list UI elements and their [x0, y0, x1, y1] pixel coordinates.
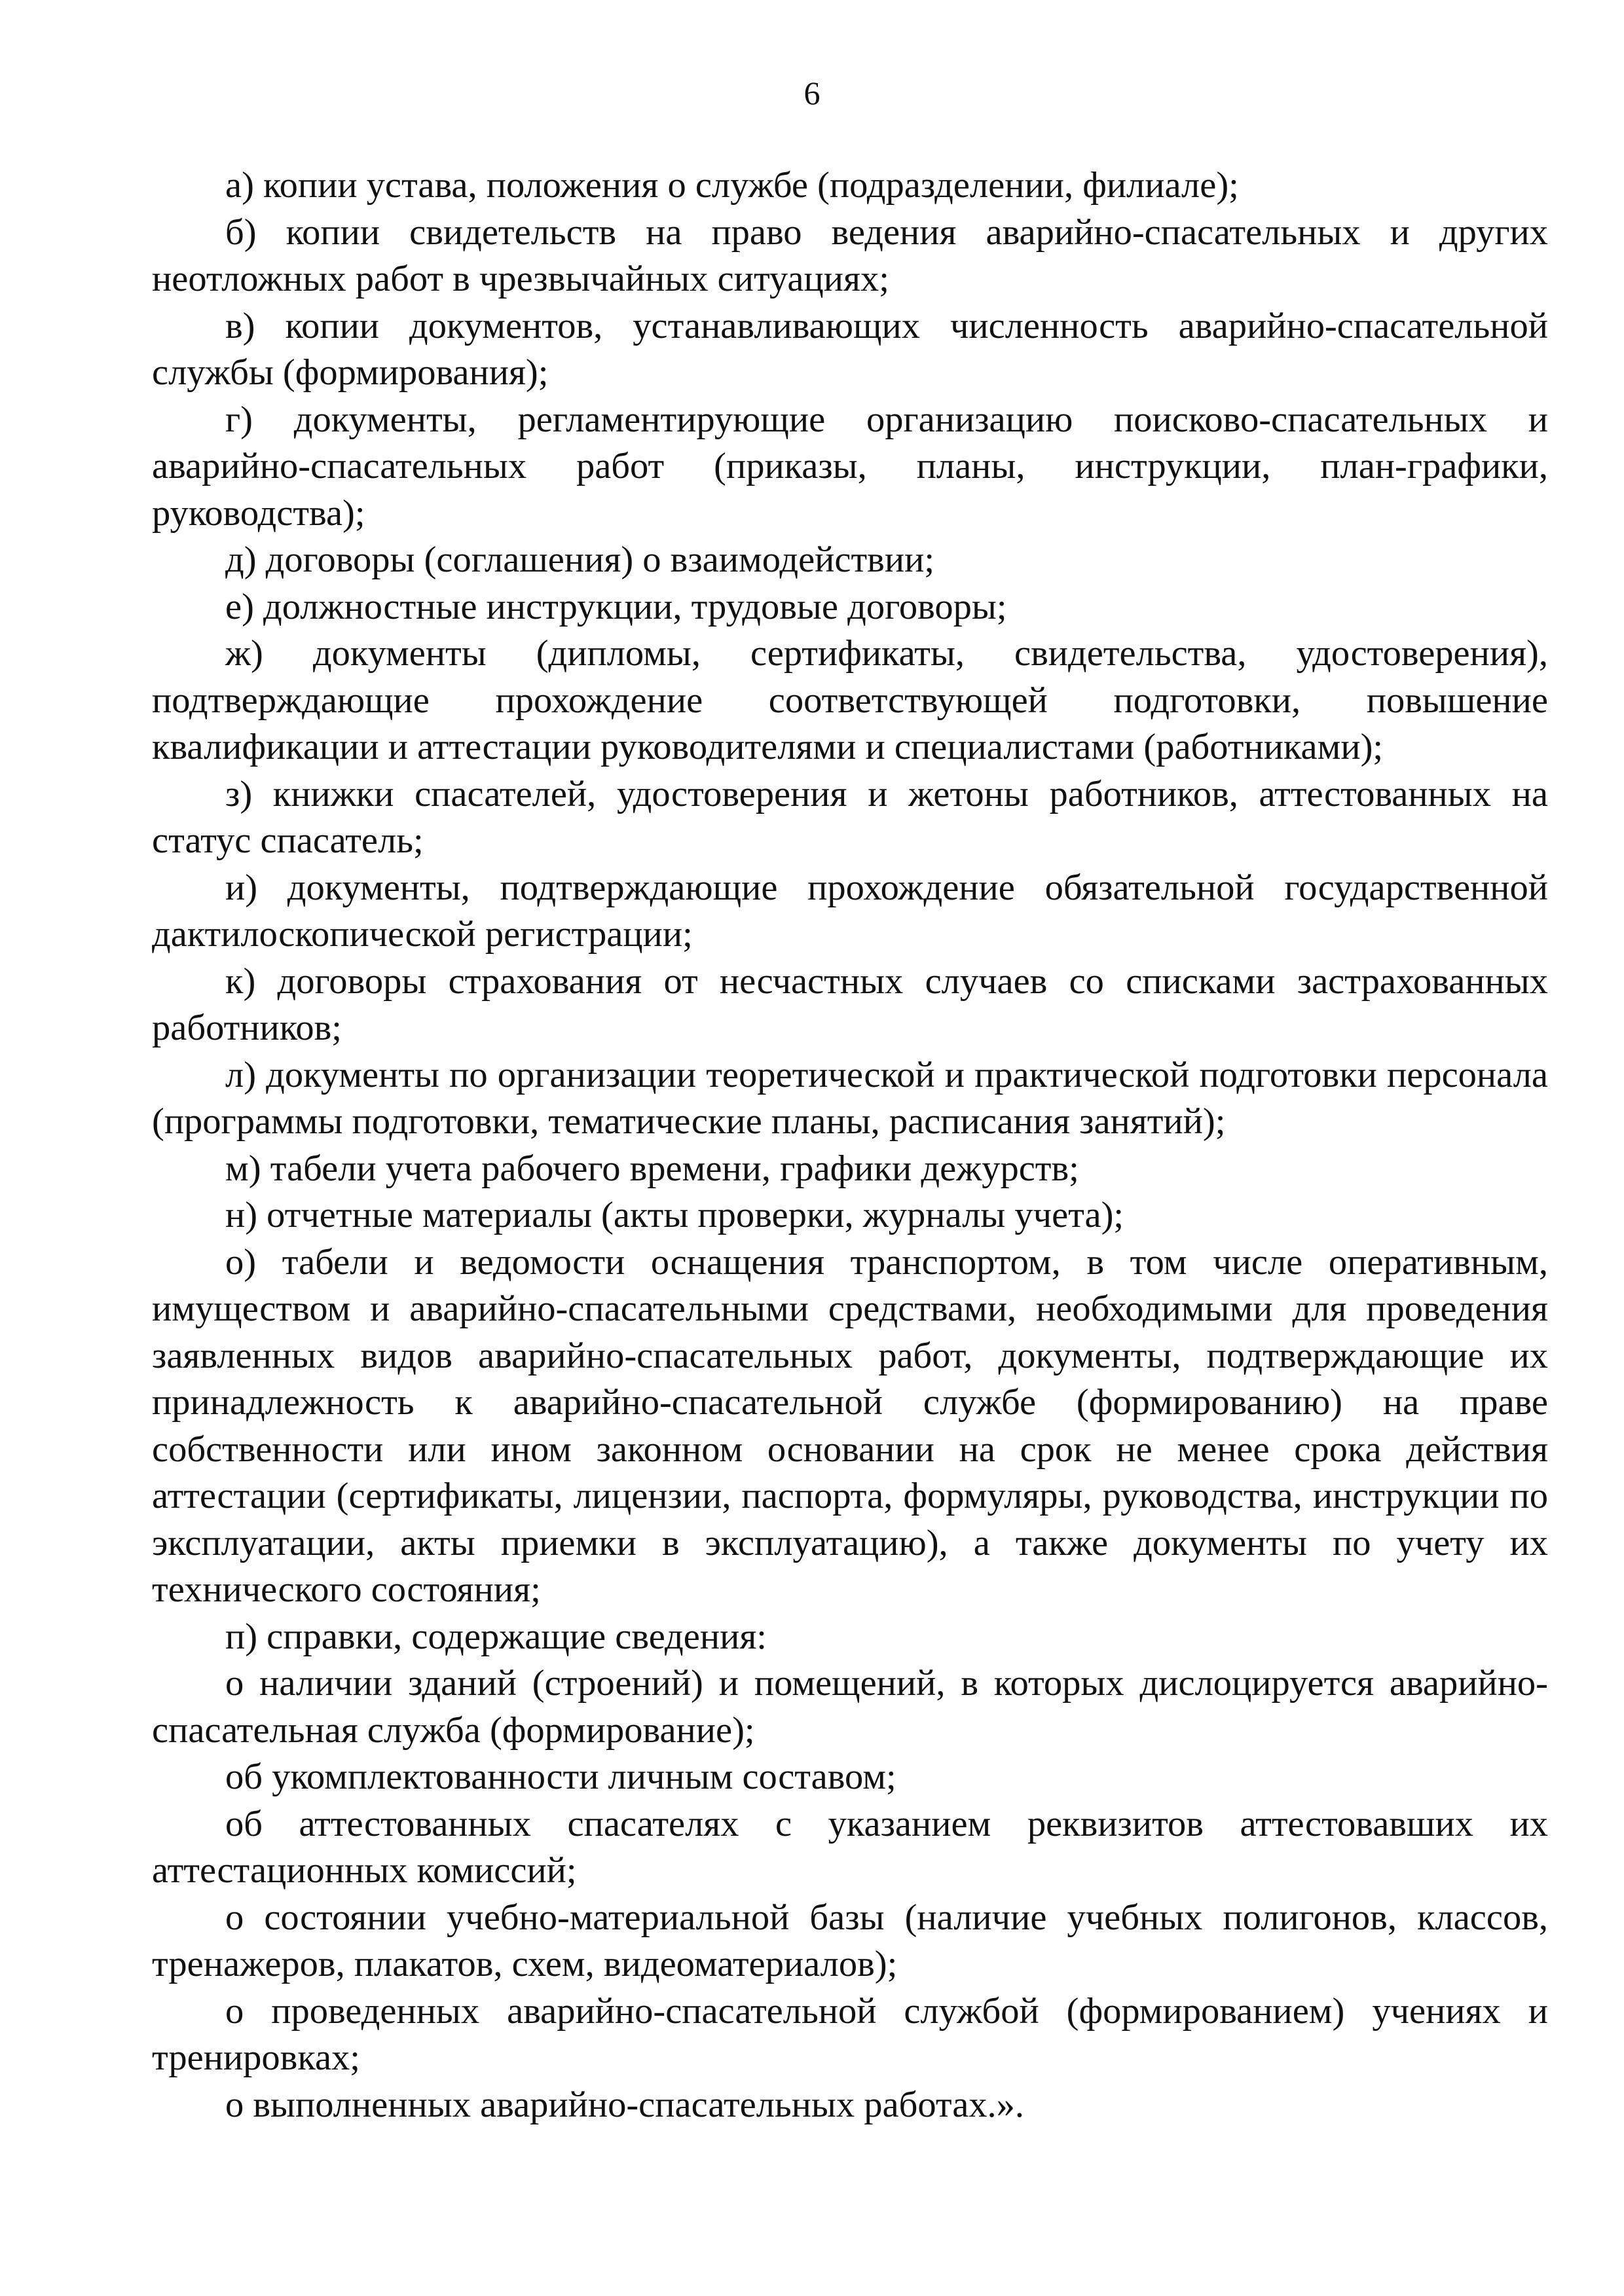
document-body — [152, 162, 1548, 2128]
sub-item-staffing: об укомплектованности личным составом; — [225, 1757, 896, 1797]
sub-item-exercises: о проведенных аварийно-спасательной службой (формированием) учениях и тренировках; — [152, 1990, 1548, 2078]
list-item-v: в) копии документов, устанавливающих численность аварийно-спасательной службы (формирования); — [152, 305, 1548, 393]
list-item-m: м) табели учета рабочего времени, графики дежурств; — [225, 1148, 1079, 1189]
list-item-k: к) договоры страхования от несчастных случаев со списками застрахованных работников; — [152, 960, 1548, 1048]
list-item-g: г) документы, регламентирующие организацию поисково-спасательных и аварийно-спасательных работ (приказы, планы, инструкции, план-графики, руководства); — [152, 399, 1548, 534]
sub-item-training-base: о состоянии учебно-материальной базы (наличие учебных полигонов, классов, тренажеров, плакатов, схем, видеоматериалов); — [152, 1897, 1548, 1984]
list-item-e: е) должностные инструкции, трудовые договоры; — [225, 586, 1007, 627]
list-item-p: п) справки, содержащие сведения: — [225, 1616, 767, 1657]
list-item-n: н) отчетные материалы (акты проверки, журналы учета); — [225, 1195, 1124, 1235]
list-item-i: и) документы, подтверждающие прохождение обязательной государственной дактилоскопической регистрации; — [152, 867, 1548, 955]
list-item-b: б) копии свидетельств на право ведения аварийно-спасательных и других неотложных работ в чрезвычайных ситуациях; — [152, 211, 1548, 299]
sub-item-buildings: о наличии зданий (строений) и помещений, в которых дислоцируется аварийно-спасательная служба (формирование); — [152, 1663, 1548, 1751]
page-number: 6 — [803, 75, 821, 111]
list-item-o: о) табели и ведомости оснащения транспортом, в том числе оперативным, имуществом и аварийно-спасательными средствами, необходимыми для проведения заявленных видов аварийно-спасательных работ, документы, подтверждающие их принадлежность к аварийно-спасательной службе (формированию) на праве собственности или ином законном основании на срок не менее срока действия аттестации (сертификаты, лицензии, паспорта, формуляры, руководства, инструкции по эксплуатации, акты приемки в эксплуатацию), а также документы по учету их технического состояния; — [152, 1241, 1548, 1610]
sub-item-completed-works: о выполненных аварийно-спасательных работах.». — [225, 2084, 1025, 2125]
sub-item-certified-rescuers: об аттестованных спасателях с указанием реквизитов аттестовавших их аттестационных комиссий; — [152, 1803, 1548, 1891]
list-item-l: л) документы по организации теоретической и практической подготовки персонала (программы подготовки, тематические планы, расписания занятий); — [152, 1054, 1548, 1142]
list-item-d: д) договоры (соглашения) о взаимодействии; — [225, 539, 935, 580]
list-item-z: з) книжки спасателей, удостоверения и жетоны работников, аттестованных на статус спасатель; — [152, 773, 1548, 861]
list-item-zh: ж) документы (дипломы, сертификаты, свидетельства, удостоверения), подтверждающие прохождение соответствующей подготовки, повышение квалификации и аттестации руководителями и специалистами (работниками); — [152, 633, 1548, 767]
list-item-a: а) копии устава, положения о службе (подразделении, филиале); — [225, 165, 1239, 206]
